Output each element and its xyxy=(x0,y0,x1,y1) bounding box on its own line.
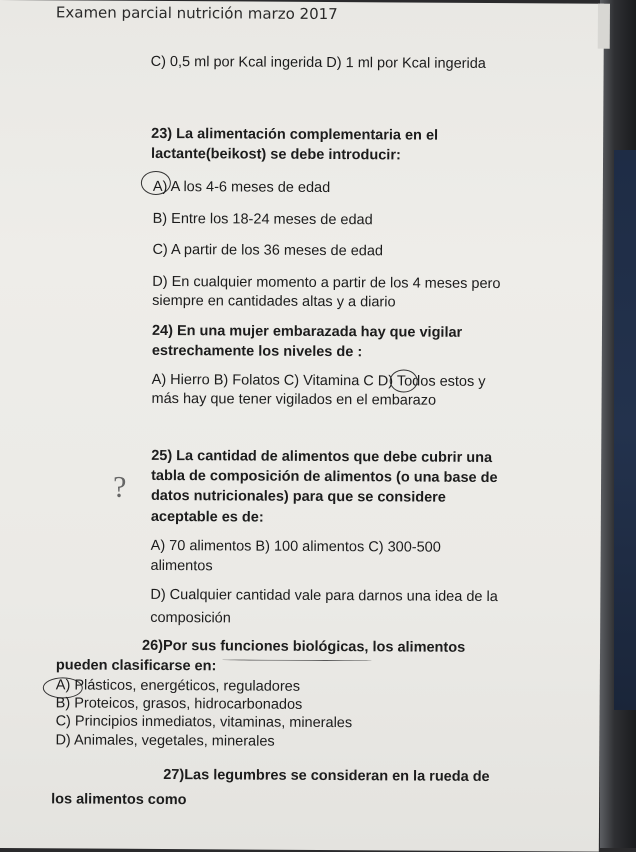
answer-circle xyxy=(390,369,418,392)
q26-stem-2: pueden clasificarse en: xyxy=(55,657,217,675)
q23-stem-2: lactante(beikost) se debe introducir: xyxy=(151,145,401,164)
q23-option-c: C) A partir de los 36 meses de edad xyxy=(152,241,384,260)
q25-option-d-cont: composición xyxy=(150,609,231,627)
background-edge xyxy=(600,0,636,848)
q23-option-a: A) A los 4-6 meses de edad xyxy=(152,178,331,197)
q27-stem-1: 27)Las legumbres se consideran en la rueda de xyxy=(163,767,490,786)
q26-option-c: C) Principios inmediatos, vitaminas, minerales xyxy=(55,713,353,732)
q26-option-a: A) Plásticos, energéticos, reguladores xyxy=(55,677,301,695)
q25-options-1: A) 70 alimentos B) 100 alimentos C) 300-500 xyxy=(150,537,441,556)
background-fabric xyxy=(614,150,636,710)
q23-option-d-cont: siempre en cantidades altas y a diario xyxy=(152,292,396,311)
q26-stem-1: 26)Por sus funciones biológicas, los alimentos xyxy=(142,637,466,656)
q26-option-b: B) Proteicos, grasos, hidrocarbonados xyxy=(55,695,303,713)
q24-options-1: A) Hierro B) Folatos C) Vitamina C D) Todos estos y xyxy=(151,371,486,390)
q24-stem-2: estrechamente los niveles de : xyxy=(151,342,363,361)
q25-stem-3: datos nutricionales) para que se considere xyxy=(150,487,446,506)
pen-underline xyxy=(222,659,372,661)
q24-stem-1: 24) En una mujer embarazada hay que vigilar xyxy=(151,322,463,341)
q24-options-2: más hay que tener vigilados en el embarazo xyxy=(151,390,437,409)
q25-option-d: D) Cualquier cantidad vale para darnos una idea de la xyxy=(150,586,498,606)
question-mark-annotation: ? xyxy=(112,470,127,504)
q25-stem-1: 25) La cantidad de alimentos que debe cubrir una xyxy=(151,447,493,467)
q25-stem-2: tabla de composición de alimentos (o una base de xyxy=(151,467,498,487)
q23-option-d: D) En cualquier momento a partir de los 4 meses pero xyxy=(152,273,501,293)
q25-stem-4: aceptable es de: xyxy=(150,508,264,526)
q27-stem-2: los alimentos como xyxy=(51,791,187,809)
page-title: Examen parcial nutrición marzo 2017 xyxy=(55,3,338,24)
q25-options-2: alimentos xyxy=(150,557,213,575)
q23-option-b: B) Entre los 18-24 meses de edad xyxy=(152,210,373,229)
q26-option-d: D) Animales, vegetales, minerales xyxy=(55,732,275,750)
q22-options: C) 0,5 ml por Kcal ingerida D) 1 ml por Kcal ingerida xyxy=(150,53,486,72)
q23-stem-1: 23) La alimentación complementaria en el xyxy=(151,125,439,144)
page-corner xyxy=(598,4,610,49)
